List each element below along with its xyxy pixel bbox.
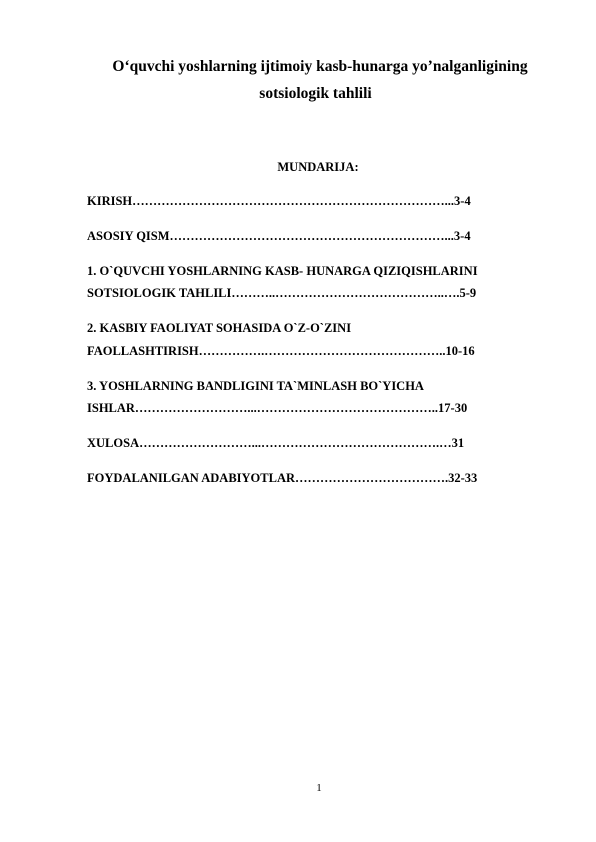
toc-entry-chapter-1-line-1: 1. O`QUVCHI YOSHLARNING KASB- HUNARGA QIZIQISHLARINI [87,264,478,278]
toc-entry-xulosa: XULOSA………………………...…………………………………….…31 [87,436,465,450]
toc-entry-chapter-3-line-2: ISHLAR………………………...……………………………………..17-30 [87,401,468,415]
toc-entry-chapter-2-line-2: FAOLLASHTIRISH…………….……………………………………..10-16 [87,344,475,358]
page-number: 1 [316,782,322,794]
toc-entry-asosiy-qism: ASOSIY QISM…………………………………………………………...3-4 [87,229,471,243]
document-title-line-1: O‘quvchi yoshlarning ijtimoiy kasb-hunarga yo’nalganligining [112,58,528,75]
toc-entry-adabiyotlar: FOYDALANILGAN ADABIYOTLAR……………………………….32-33 [87,471,478,485]
document-title-line-2: sotsiologik tahlili [259,85,372,102]
toc-entry-kirish: KIRISH…………………………………………………………………...3-4 [87,194,471,208]
toc-heading: MUNDARIJA: [277,160,359,174]
toc-entry-chapter-3-line-1: 3. YOSHLARNING BANDLIGINI TA`MINLASH BO`YICHA [87,379,424,393]
toc-entry-chapter-2-line-1: 2. KASBIY FAOLIYAT SOHASIDA O`Z-O`ZINI [87,321,352,335]
toc-entry-chapter-1-line-2: SOTSIOLOGIK TAHLILI………..…………………………………..….5-9 [87,286,477,300]
